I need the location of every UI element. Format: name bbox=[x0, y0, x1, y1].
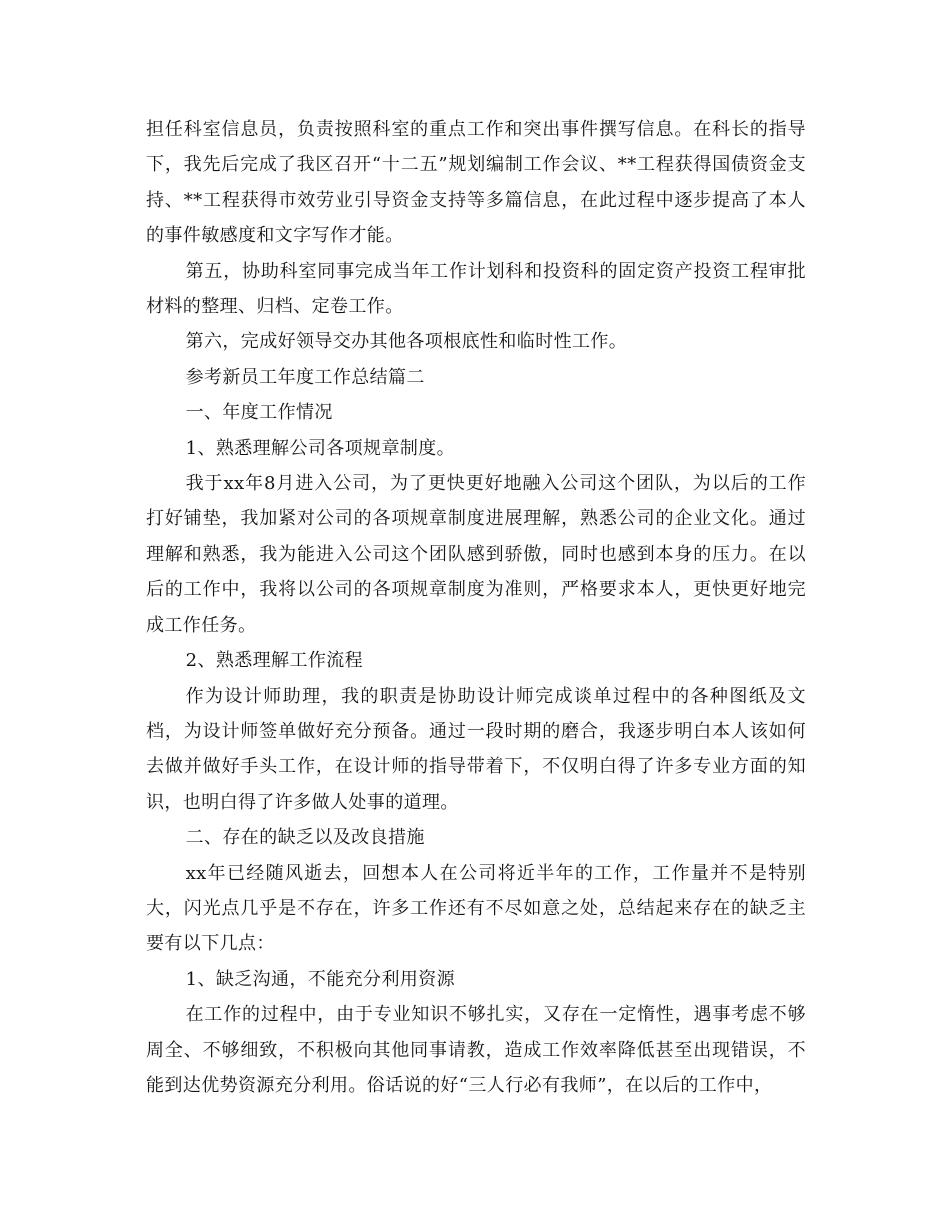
heading-1: 一、年度工作情况 bbox=[185, 402, 333, 424]
heading-2: 二、存在的缺乏以及改良措施 bbox=[185, 827, 425, 849]
subheading-2: 2、熟悉理解工作流程 bbox=[185, 650, 364, 672]
subheading-1: 1、熟悉理解公司各项规章制度。 bbox=[185, 437, 456, 459]
paragraph-11: xx年已经随风逝去，回想本人在公司将近半年的工作，工作量并不是特别大，闪光点几乎是不存在，许多工作还有不尽如意之处，总结起来存在的缺乏主要有以下几点： bbox=[146, 862, 806, 955]
paragraph-3: 第六，完成好领导交办其他各项根底性和临时性工作。 bbox=[185, 331, 628, 353]
paragraph-2: 第五，协助科室同事完成当年工作计划科和投资科的固定资产投资工程审批材料的整理、归档、定卷工作。 bbox=[146, 260, 806, 318]
paragraph-7: 我于xx年8月进入公司，为了更快更好地融入公司这个团队，为以后的工作打好铺垫，我加紧对公司的各项规章制度进展理解，熟悉公司的企业文化。通过理解和熟悉，我为能进入公司这个团队感到骄傲，同时也感到本身的压力。在以后的工作中，我将以公司的各项规章制度为准则，严格要求本人，更快更好地完成工作任务。 bbox=[146, 473, 806, 636]
subheading-3: 1、缺乏沟通，不能充分利用资源 bbox=[185, 968, 456, 990]
document-body bbox=[146, 112, 806, 1103]
paragraph-13: 在工作的过程中，由于专业知识不够扎实，又存在一定惰性，遇事考虑不够周全、不够细致，不积极向其他同事请教，造成工作效率降低甚至出现错误，不能到达优势资源充分利用。俗话说的好“三人行必有我师”，在以后的工作中， bbox=[146, 1004, 806, 1096]
section-title: 参考新员工年度工作总结篇二 bbox=[185, 366, 425, 388]
paragraph-9: 作为设计师助理，我的职责是协助设计师完成谈单过程中的各种图纸及文档，为设计师签单做好充分预备。通过一段时期的磨合，我逐步明白本人该如何去做并做好手头工作，在设计师的指导带着下，不仅明白得了许多专业方面的知识，也明白得了许多做人处事的道理。 bbox=[146, 685, 806, 813]
paragraph-1: 担任科室信息员，负责按照科室的重点工作和突出事件撰写信息。在科长的指导下，我先后完成了我区召开“十二五”规划编制工作会议、**工程获得国债资金支持、**工程获得市效劳业引导资金支持等多篇信息，在此过程中逐步提高了本人的事件敏感度和文字写作才能。 bbox=[146, 119, 806, 247]
